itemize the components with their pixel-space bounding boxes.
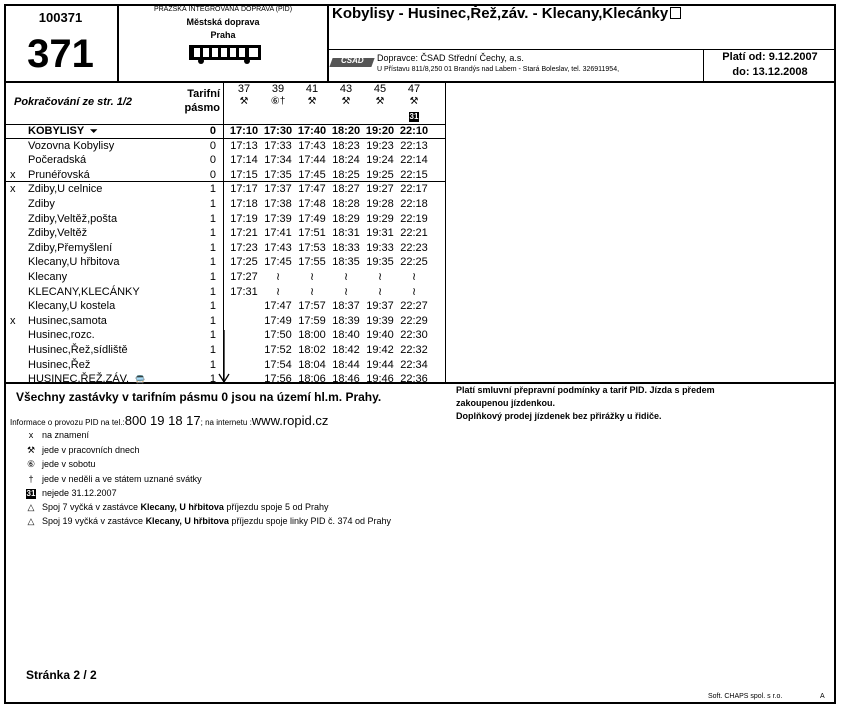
stop-row [6,270,442,285]
legend-text: na znamení [42,430,90,440]
departure-time: 19:42 [366,344,394,356]
stop-zone: 1 [209,285,216,298]
stop-name: Husinec,samota [28,314,107,327]
box-icon [670,7,681,19]
stop-name: Husinec,Řež [28,358,91,371]
line-number: 371 [27,32,94,76]
departure-time: 17:45 [298,168,326,181]
carrier-logo: ČSAD [331,55,373,69]
departure-time: 17:54 [264,358,292,371]
departure-time: 18:44 [332,358,360,371]
departure-time: 17:38 [264,198,292,210]
stop-name: Zdiby,Přemyšlení [28,241,113,254]
stop-row [6,314,442,329]
departure-time: 19:25 [366,168,394,181]
request-stop-flag: x [10,314,16,327]
departure-time: 19:23 [366,139,394,152]
direction-arrow-icon [218,330,230,384]
stop-name: Klecany,U hřbitova [28,256,120,269]
stop-name: Vozovna Kobylisy [28,139,115,152]
zone-header: pásmo [184,102,220,114]
departure-time: 18:00 [298,329,326,342]
skip-mark: ≀ [377,271,383,283]
request-stop-flag: x [10,168,16,181]
trip-number: 45 [373,83,387,95]
departure-time: 19:35 [366,256,394,269]
departure-time: 17:13 [230,139,258,152]
trip-number: 43 [339,83,353,95]
departure-time: 18:33 [332,241,360,254]
departure-time: 17:53 [298,241,326,254]
departure-time: 19:39 [366,314,394,327]
departure-time: 18:06 [298,373,326,386]
departure-time: 17:43 [264,241,292,254]
stop-row [6,299,442,314]
stop-zone: 1 [209,300,216,313]
stop-name: Husinec,rozc. [28,329,95,342]
stop-row [6,285,442,300]
stop-zone: 1 [209,358,216,371]
header-divider [327,49,836,50]
stop-zone: 1 [209,344,216,356]
stop-zone: 1 [209,212,216,225]
info-web: www.ropid.cz [251,413,329,428]
stop-zone: 0 [209,139,216,152]
stop-zone: 1 [209,271,216,283]
stop-row [6,255,442,270]
departure-time: 17:19 [230,212,258,225]
departure-time: 17:33 [264,139,292,152]
city-transport: Městská doprava [186,17,260,27]
page-number: Stránka 2 / 2 [26,668,97,682]
departure-time: 17:14 [230,154,258,167]
software-credit: Soft. CHAPS spol. s r.o. [708,693,783,700]
departure-time: 18:02 [298,344,326,356]
stop-zone: 1 [209,183,216,196]
departure-time: 19:27 [366,183,394,196]
skip-mark: ≀ [309,271,315,283]
departure-time: 18:28 [332,198,360,210]
departure-time: 18:25 [332,168,360,181]
departure-time: 22:25 [400,256,428,269]
valid-to: do: 13.12.2008 [732,66,808,78]
departure-time: 17:55 [298,256,326,269]
trip-symbol: ⚒ [375,96,385,107]
departure-time: 22:17 [400,183,428,196]
departure-time: 22:19 [400,212,428,225]
departure-time: 18:23 [332,139,360,152]
departure-time: 19:40 [366,329,394,342]
departure-time: 17:51 [298,227,326,240]
departure-time: 22:30 [400,329,428,342]
departure-time: 17:57 [298,300,326,313]
departure-time: 19:20 [365,125,395,137]
trip-number: 37 [237,83,251,95]
stop-name: KOBYLISY ⏷ [28,125,98,137]
departure-time: 17:47 [264,300,292,313]
departure-time: 17:10 [229,125,259,137]
departure-time: 22:27 [400,300,428,313]
stop-zone: 0 [209,125,216,137]
bus-terminal-icon: 🚍 [135,375,146,385]
departure-time: 17:30 [263,125,293,137]
stop-row [6,124,442,139]
departure-time: 18:37 [332,300,360,313]
stop-name: Klecany,U kostela [28,300,116,313]
carrier-name: Dopravce: ČSAD Střední Čechy, a.s. [377,53,524,63]
legend-text: jede v neděli a ve státem uznané svátky [42,473,202,484]
bus-icon [188,43,262,65]
legend-symbol: ⑥ [26,459,36,469]
stop-zone: 1 [209,198,216,210]
departure-time: 18:20 [331,125,361,137]
departure-time: 22:21 [400,227,428,240]
departure-time: 19:31 [366,227,394,240]
skip-mark: ≀ [377,285,383,298]
trip-number: 47 [407,83,421,95]
departure-time: 17:56 [264,373,292,386]
departure-time: 17:49 [264,314,292,327]
departure-time: 22:15 [400,168,428,181]
trip-badge: 31 [409,112,419,121]
trip-symbol: ⑥† [270,96,286,107]
table-right-line [445,82,446,382]
conditions: Platí smluvní přepravní podmínky a tarif PID. Jízda s předem zakoupenou jízdenkou. Doplňkový prodej jízdenek bez přirážky u řidiče. [456,385,715,421]
departure-time: 17:35 [264,168,292,181]
triangle-icon: △ [27,502,35,512]
skip-mark: ≀ [343,271,349,283]
stop-name: Prunéřovská [28,168,90,181]
departure-time: 22:10 [399,125,429,137]
skip-mark: ≀ [343,285,349,298]
departure-time: 19:44 [366,358,394,371]
zone-header: Tarifní [187,88,220,100]
departure-time: 19:24 [366,154,394,167]
valid-from: Platí od: 9.12.2007 [722,51,818,63]
legend-text: nejede 31.12.2007 [42,488,117,498]
stop-row [6,241,442,256]
departure-time: 17:50 [264,329,292,342]
departure-time: 18:27 [332,183,360,196]
departure-time: 17:37 [264,183,292,196]
departure-time: 19:46 [366,373,394,386]
departure-time: 18:40 [332,329,360,342]
departure-time: 22:23 [400,241,428,254]
stop-row [6,226,442,241]
carrier-address: U Přístavu 811/8,250 01 Brandýs nad Labem - Stará Boleslav, tel. 326911954, [377,66,620,73]
departure-time: 17:15 [230,168,258,181]
departure-time: 17:48 [298,198,326,210]
skip-mark: ≀ [275,285,281,298]
stop-row [6,168,442,183]
departure-time: 18:35 [332,256,360,269]
header-divider [117,4,119,82]
triangle-icon: △ [27,516,35,526]
version-mark: A [820,693,825,700]
stop-name: Zdiby [28,198,55,210]
departure-time: 17:27 [230,271,258,283]
departure-time: 18:29 [332,212,360,225]
departure-time: 17:17 [230,183,258,196]
stop-name: Zdiby,Veltěž [28,227,88,240]
stop-zone: 1 [209,241,216,254]
stop-zone: 1 [209,329,216,342]
stop-name: Husinec,Řež,sídliště [28,344,128,356]
departure-time: 22:14 [400,154,428,167]
departure-time: 22:34 [400,358,428,371]
legend-symbol: 31 [26,489,36,498]
departure-time: 18:46 [332,373,360,386]
departure-time: 19:37 [366,300,394,313]
operator-system: PRAŽSKÁ INTEGROVANÁ DOPRAVA (PID) [153,6,293,13]
stop-name: HUSINEC,ŘEŽ,ZÁV. 🚍 [28,373,146,386]
trip-symbol: ⚒ [341,96,351,107]
departure-time: 22:29 [400,314,428,327]
departure-time: 22:13 [400,139,428,152]
departure-time: 18:39 [332,314,360,327]
legend-symbol: † [28,473,34,484]
info-line: Informace o provozu PID na tel.:800 19 18 17; na internetu :www.ropid.cz [10,413,329,428]
stop-row [6,182,442,197]
stop-name: Počeradská [28,154,87,167]
legend-symbol: x [28,430,34,440]
departure-time: 17:25 [230,256,258,269]
departure-time: 22:36 [400,373,428,386]
stop-name: Zdiby,Veltěž,pošta [28,212,118,225]
trip-number: 39 [271,83,285,95]
stop-zone: 1 [209,256,216,269]
departure-time: 18:04 [298,358,326,371]
legend-text: jede v sobotu [42,459,96,469]
departure-time: 18:42 [332,344,360,356]
stop-zone: 0 [209,154,216,167]
departure-time: 18:31 [332,227,360,240]
departure-time: 17:31 [230,285,258,298]
line-code: 100371 [38,10,83,25]
city-name: Praha [210,30,236,40]
departure-time: 17:49 [298,212,326,225]
stop-row [6,212,442,227]
departure-time: 17:18 [230,198,258,210]
stop-row [6,153,442,168]
stop-name: Zdiby,U celnice [28,183,103,196]
departure-time: 22:32 [400,344,428,356]
departure-time: 17:41 [264,227,292,240]
zone-notice: Všechny zastávky v tarifním pásmu 0 jsou na území hl.m. Prahy. [16,390,382,404]
stop-zone: 1 [209,314,216,327]
request-stop-flag: x [10,183,16,196]
departure-time: 19:29 [366,212,394,225]
departure-time: 18:24 [332,154,360,167]
departure-time: 17:43 [298,139,326,152]
stop-row [6,197,442,212]
info-phone: 800 19 18 17 [124,413,201,428]
departure-time: 22:18 [400,198,428,210]
trip-symbol: ⚒ [307,96,317,107]
departure-time: 17:34 [264,154,292,167]
skip-mark: ≀ [275,271,281,283]
trip-symbol: ⚒ [409,96,419,107]
departure-time: 19:28 [366,198,394,210]
down-arrow-icon: ⏷ [90,126,98,136]
departure-time: 17:23 [230,241,258,254]
stop-zone: 1 [209,373,216,386]
legend-text: jede v pracovních dnech [42,444,140,455]
stop-name: KLECANY,KLECÁNKY [28,285,140,298]
departure-time: 17:44 [298,154,326,167]
header-divider [327,4,329,82]
departure-time: 17:47 [298,183,326,196]
skip-mark: ≀ [411,285,417,298]
skip-mark: ≀ [309,285,315,298]
route-title: Kobylisy - Husinec,Řež,záv. - Klecany,Klecánky [332,5,681,22]
departure-time: 17:45 [264,256,292,269]
stop-row [6,139,442,154]
continuation-note: Pokračování ze str. 1/2 [14,96,133,108]
legend-symbol: ⚒ [26,444,36,455]
trip-number: 41 [305,83,319,95]
departure-time: 17:59 [298,314,326,327]
departure-time: 17:52 [264,344,292,356]
departure-time: 17:40 [297,125,327,137]
stop-zone: 1 [209,227,216,240]
stop-zone: 0 [209,168,216,181]
stop-name: Klecany [28,271,68,283]
departure-time: 19:33 [366,241,394,254]
skip-mark: ≀ [411,271,417,283]
departure-time: 17:21 [230,227,258,240]
trip-symbol: ⚒ [239,96,249,107]
departure-time: 17:39 [264,212,292,225]
